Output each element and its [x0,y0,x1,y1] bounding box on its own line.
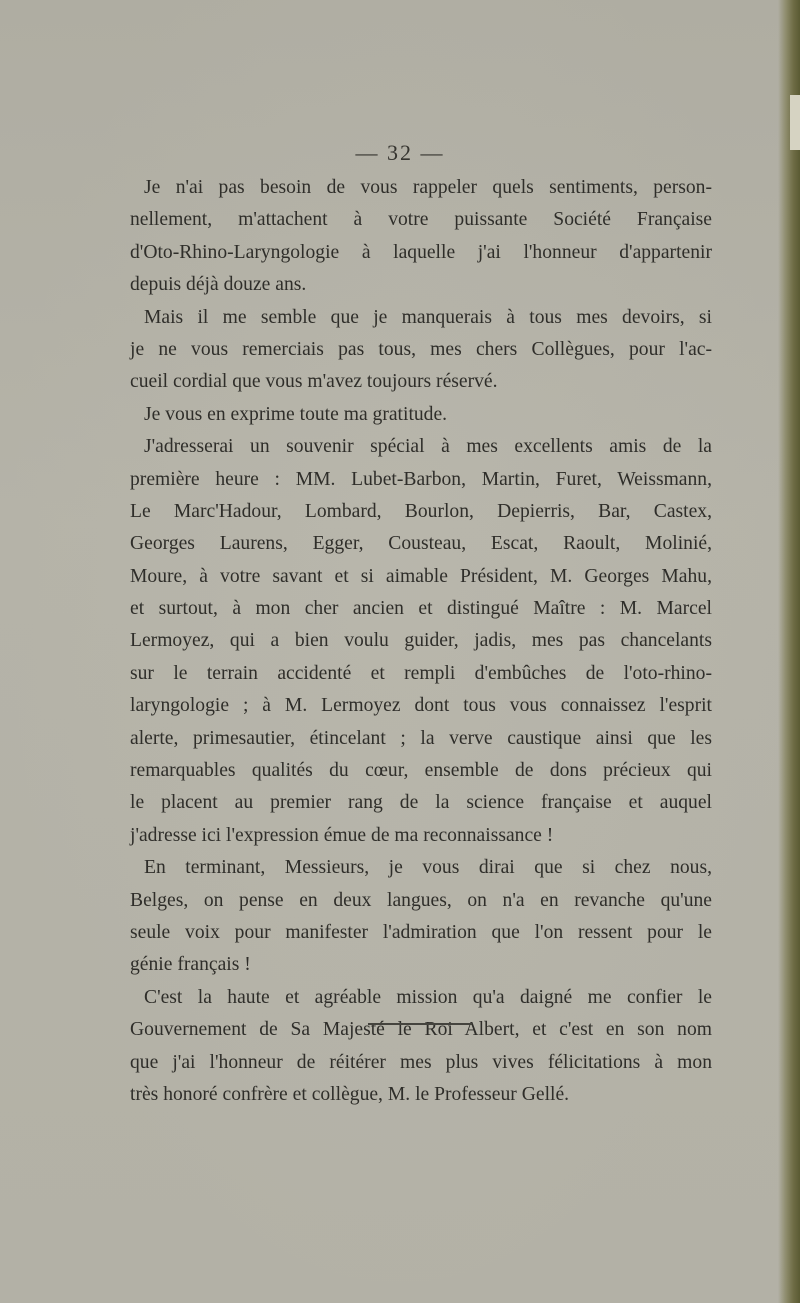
text-line: En terminant, Messieurs, je vous dirai que si chez nous, [144,857,712,879]
page-edge-shadow [778,0,800,1303]
text-line: et surtout, à mon cher ancien et distingué Maître : M. Marcel [130,598,712,620]
text-line: Je vous en exprime toute ma gratitude. [144,403,448,425]
body-text [130,172,712,1111]
text-line: le placent au premier rang de la science française et auquel [130,792,712,814]
text-line: depuis déjà douze ans. [130,274,307,296]
text-line: d'Oto-Rhino-Laryngologie à laquelle j'ai l'honneur d'appartenir [130,241,712,263]
text-line: Mais il me semble que je manquerais à tous mes devoirs, si [144,306,712,328]
text-line: Le Marc'Hadour, Lombard, Bourlon, Depierris, Bar, Castex, [130,500,712,522]
text-line: Je n'ai pas besoin de vous rappeler quels sentiments, person- [144,177,712,198]
text-line: alerte, primesautier, étincelant ; la verve caustique ainsi que les [130,727,712,749]
text-line: j'adresse ici l'expression émue de ma reconnaissance ! [130,824,554,846]
text-line: Moure, à votre savant et si aimable Président, M. Georges Mahu, [130,565,712,587]
text-line: seule voix pour manifester l'admiration que l'on ressent pour le [130,921,712,943]
closing-rule [368,1023,472,1025]
text-line: sur le terrain accidenté et rempli d'embûches de l'oto-rhino- [130,662,712,684]
text-line: laryngologie ; à M. Lermoyez dont tous vous connaissez l'esprit [130,695,712,717]
text-line: cueil cordial que vous m'avez toujours réservé. [130,371,498,393]
text-line: génie français ! [130,954,251,976]
text-line: Lermoyez, qui a bien voulu guider, jadis, mes pas chancelants [130,630,712,652]
text-line: première heure : MM. Lubet-Barbon, Martin, Furet, Weissmann, [130,468,712,490]
text-line: Belges, on pense en deux langues, on n'a en revanche qu'une [130,889,712,911]
page-number: — 32 — [355,140,445,165]
text-line: C'est la haute et agréable mission qu'a daigné me confier le [144,986,712,1008]
text-line: Gouvernement de Sa Majesté le Roi Albert, et c'est en son nom [130,1019,712,1041]
text-line: très honoré confrère et collègue, M. le Professeur Gellé. [130,1083,570,1105]
text-line: que j'ai l'honneur de réitérer mes plus vives félicitations à mon [130,1051,712,1073]
text-line: nellement, m'attachent à votre puissante Société Française [130,209,712,231]
text-line: je ne vous remerciais pas tous, mes chers Collègues, pour l'ac- [130,338,712,360]
text-line: J'adresserai un souvenir spécial à mes excellents amis de la [144,436,712,458]
text-line: Georges Laurens, Egger, Cousteau, Escat, Raoult, Molinié, [130,533,712,555]
text-line: remarquables qualités du cœur, ensemble de dons précieux qui [130,760,712,782]
